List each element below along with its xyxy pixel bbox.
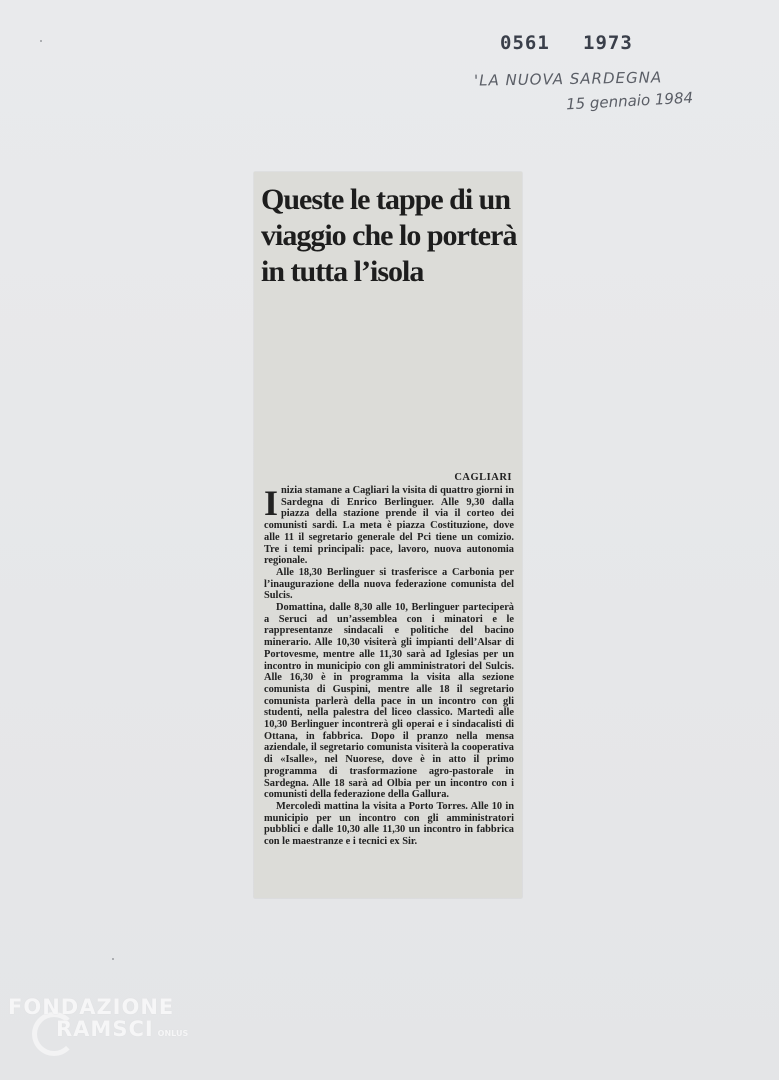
article-paragraph: Inizia stamane a Cagliari la visita di quattro giorni in Sardegna di Enrico Berlinguer. Alle 9,30 dalla piazza della stazione prende il via il corteo dei comunisti sardi. La meta è piazza Costituzione, dove alle 11 il segretario generale del Pci tiene un comizio. Tre i temi principali: pace, lavoro, nuova autonomia regionale.: [264, 483, 514, 567]
drop-cap: I: [264, 483, 279, 523]
handwritten-date: 15 gennaio 1984: [565, 88, 694, 114]
article-paragraph: Alle 18,30 Berlinguer si trasferisce a Carbonia per l’inaugurazione della nuova federazione comunista del Sulcis.: [264, 566, 514, 602]
watermark-line1: FONDAZIONE: [8, 995, 175, 1019]
dust-speck: [112, 958, 114, 960]
archive-code-stamp: 0561: [500, 32, 550, 54]
article-paragraph: Domattina, dalle 8,30 alle 10, Berlinguer parteciperà a Seruci ad un’assemblea con i minatori e le rappresentanze sindacali e politiche del bacino minerario. Alle 10,30 visiterà gli impianti dell’Alsar di Portovesme, mentre alle 11,30 sarà ad Iglesias per un incontro in municipio con gli amministratori del Sulcis. Alle 16,30 è in programma la visita alla sezione comunista di Guspini, mentre alle 18 il segretario comunista parlerà della pace in un incontro con gli studenti, nella palestra del liceo classico. Martedì alle 10,30 Berlinguer incontrerà gli operai e i sindacalisti di Ottana, in fabbrica. Dopo il pranzo nella mensa aziendale, il segretario comunista visiterà la cooperativa di «Isalle», nel Nuorese, dove è in atto il primo programma di trasformazione agro-pastorale in Sardegna. Alle 18 sarà ad Olbia per un incontro con i comunisti della federazione della Gallura.: [264, 602, 514, 801]
fondazione-gramsci-watermark: [8, 996, 188, 1045]
archive-year-stamp: 1973: [583, 32, 633, 54]
dust-speck: [40, 40, 42, 42]
article-paragraph: Mercoledì mattina la visita a Porto Torres. Alle 10 in municipio per un incontro con gli amministratori pubblici e dalle 10,30 alle 11,30 un incontro in fabbrica con le maestranze e i tecnici ex Sir.: [264, 800, 514, 848]
watermark-line2: RAMSCI ONLUS: [56, 1017, 189, 1041]
newspaper-clipping: [254, 172, 522, 898]
article-body: [264, 485, 514, 848]
handwritten-source: 'LA NUOVA SARDEGNA: [473, 68, 663, 90]
article-dateline: CAGLIARI: [454, 472, 512, 483]
article-headline: Queste le tappe di un viaggio che lo porterà in tutta l’isola: [261, 183, 517, 288]
